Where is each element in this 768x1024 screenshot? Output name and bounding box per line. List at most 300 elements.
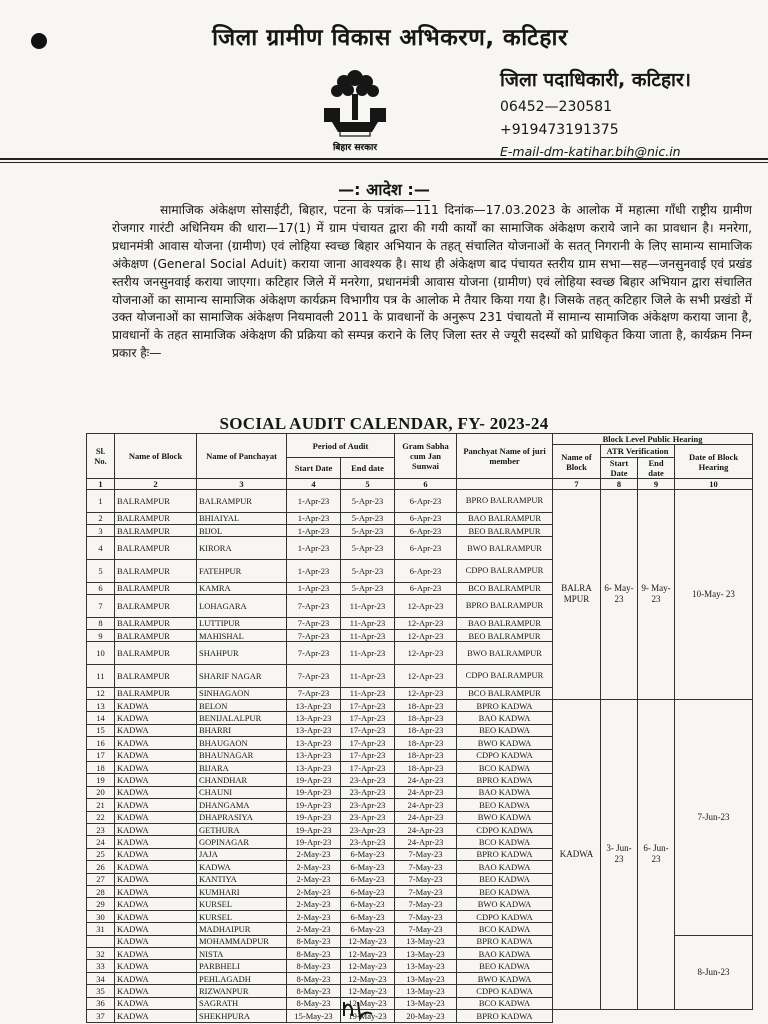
cell-block: KADWA xyxy=(115,724,197,736)
cell-sl: 4 xyxy=(87,537,115,560)
cell-jury-member: BAO KADWA xyxy=(457,712,553,724)
cell-panchayat: MOHAMMADPUR xyxy=(197,935,287,947)
cell-end-date: 23-Apr-23 xyxy=(341,811,395,823)
cell-block: BALRAMPUR xyxy=(115,490,197,513)
group-atr-end-balrampur: 9- May- 23 xyxy=(638,490,675,700)
cell-sl: 29 xyxy=(87,898,115,910)
cell-start-date: 7-Apr-23 xyxy=(287,664,341,687)
cell-sl: 16 xyxy=(87,737,115,749)
cell-end-date: 17-Apr-23 xyxy=(341,699,395,711)
cell-block: BALRAMPUR xyxy=(115,524,197,536)
cell-end-date: 17-Apr-23 xyxy=(341,761,395,773)
cell-end-date: 5-Apr-23 xyxy=(341,559,395,582)
cell-start-date: 8-May-23 xyxy=(287,972,341,984)
cell-jury-member: BCO KADWA xyxy=(457,923,553,935)
cell-jury-member: BWO KADWA xyxy=(457,898,553,910)
cell-block: KADWA xyxy=(115,886,197,898)
cell-start-date: 7-Apr-23 xyxy=(287,594,341,617)
cell-panchayat: BIJARA xyxy=(197,761,287,773)
cell-end-date: 17-Apr-23 xyxy=(341,749,395,761)
order-paragraph: सामाजिक अंकेक्षण सोसाईटी, बिहार, पटना के पत्रांक—111 दिनांक—17.03.2023 के आलोक में महात्मा गाँधी राष्ट्रीय ग्रामीण रोजगार गारंटी अधिनियम की धारा—17(1) में ग्राम पंचायत द्वारा की गयी कार्यों का सामाजिक अंकेक्षण कराये जाने का प्रावधान है। मनरेगा, प्रधानमंत्री आवास योजना (ग्रामीण) एवं लोहिया स्वच्छ बिहार अभियान के तहत् संचालित योजनाओं के सतत् निगरानी के लिए सामान्य सामाजिक अंकेक्षण (General Social Aduit) कराया जाना आवश्यक है। साथ ही अंकेक्षण बाद पंचायत स्तरीय ग्राम सभा—सह—जनसुनवाई एवं प्रखंड स्तरीय जनसुनवाई कराया जाएगा। कटिहार जिले में मनरेगा, प्रधानमंत्री आवास योजना (ग्रामीण) एवं लोहिया स्वच्छ बिहार अभियान द्वारा संचालित योजनाओं का सामान्य सामाजिक अंकेक्षण कार्यक्रम विभागीय पत्र के आलोक मे तैयार किया गया है। जिसके तहत् कटिहार जिले के सभी प्रखंडो में उक्त योजनाओं का सामाजिक अंकेक्षण नियमावली 2011 के प्रावधानों के अनुरूप 231 पंचायतो में सामान्य सामाजिक अंकेक्षण कराया जाना है, प्रावधानों के तहत सामाजिक अंकेक्षण की प्रक्रिया को सम्पन्न कराने के लिए जिला स्तर से ज्यूरी सदस्यों को प्राधिकृत किया जाता है, कार्यक्रम निम्न प्रकार हैः— xyxy=(112,203,752,361)
header-block: Name of Block xyxy=(115,434,197,479)
cell-sl: 12 xyxy=(87,687,115,699)
cell-end-date: 17-Apr-23 xyxy=(341,712,395,724)
cell-start-date: 1-Apr-23 xyxy=(287,512,341,524)
cell-sl: 2 xyxy=(87,512,115,524)
cell-gram-sabha-date: 18-Apr-23 xyxy=(395,724,457,736)
cell-sl: 19 xyxy=(87,774,115,786)
cell-gram-sabha-date: 13-May-23 xyxy=(395,948,457,960)
cell-sl: 36 xyxy=(87,997,115,1009)
cell-panchayat: SHARIF NAGAR xyxy=(197,664,287,687)
cell-panchayat: CHAUNI xyxy=(197,786,287,798)
cell-sl: 30 xyxy=(87,910,115,922)
cell-block: KADWA xyxy=(115,774,197,786)
email-address: E-mail-dm-katihar.bih@nic.in xyxy=(500,144,681,159)
cell-gram-sabha-date: 6-Apr-23 xyxy=(395,537,457,560)
cell-sl: 5 xyxy=(87,559,115,582)
phone-landline: 06452—230581 xyxy=(500,99,612,115)
cell-end-date: 6-May-23 xyxy=(341,848,395,860)
calendar-title: SOCIAL AUDIT CALENDAR, FY- 2023-24 xyxy=(219,414,549,433)
cell-gram-sabha-date: 12-Apr-23 xyxy=(395,664,457,687)
cell-jury-member: BCO KADWA xyxy=(457,836,553,848)
cell-jury-member: BPRO BALRAMPUR xyxy=(457,490,553,513)
header-start: Start Date xyxy=(287,458,341,479)
cell-end-date: 6-May-23 xyxy=(341,910,395,922)
cell-block: KADWA xyxy=(115,972,197,984)
cell-gram-sabha-date: 24-Apr-23 xyxy=(395,823,457,835)
cell-gram-sabha-date: 18-Apr-23 xyxy=(395,737,457,749)
cell-gram-sabha-date: 12-Apr-23 xyxy=(395,687,457,699)
cell-start-date: 8-May-23 xyxy=(287,997,341,1009)
cell-panchayat: JAJA xyxy=(197,848,287,860)
cell-start-date: 2-May-23 xyxy=(287,886,341,898)
header-rule xyxy=(0,158,768,160)
cell-gram-sabha-date: 13-May-23 xyxy=(395,960,457,972)
cell-block: BALRAMPUR xyxy=(115,642,197,665)
cell-jury-member: BAO BALRAMPUR xyxy=(457,512,553,524)
header-period: Period of Audit xyxy=(287,434,395,458)
cell-block: KADWA xyxy=(115,749,197,761)
cell-panchayat: KADWA xyxy=(197,861,287,873)
cell-end-date: 12-May-23 xyxy=(341,935,395,947)
cell-jury-member: BWO BALRAMPUR xyxy=(457,642,553,665)
cell-sl: 33 xyxy=(87,960,115,972)
cell-panchayat: BIJOL xyxy=(197,524,287,536)
cell-end-date: 23-Apr-23 xyxy=(341,836,395,848)
cell-panchayat: BHARRI xyxy=(197,724,287,736)
cell-start-date: 7-Apr-23 xyxy=(287,642,341,665)
cell-jury-member: BCO BALRAMPUR xyxy=(457,582,553,594)
cell-gram-sabha-date: 24-Apr-23 xyxy=(395,836,457,848)
cell-sl: 9 xyxy=(87,629,115,641)
cell-gram-sabha-date: 7-May-23 xyxy=(395,910,457,922)
cell-start-date: 13-Apr-23 xyxy=(287,737,341,749)
cell-start-date: 13-Apr-23 xyxy=(287,712,341,724)
group-block-balrampur: BALRA MPUR xyxy=(553,490,601,700)
group-hearing-balrampur: 10-May- 23 xyxy=(675,490,753,700)
cell-jury-member: BPRO KADWA xyxy=(457,1010,553,1023)
cell-start-date: 8-May-23 xyxy=(287,948,341,960)
table-row xyxy=(87,699,753,711)
cell-panchayat: DHANGAMA xyxy=(197,799,287,811)
cell-panchayat: KANTIYA xyxy=(197,873,287,885)
cell-sl: 21 xyxy=(87,799,115,811)
cell-block: KADWA xyxy=(115,811,197,823)
cell-start-date: 13-Apr-23 xyxy=(287,749,341,761)
cell-sl: 32 xyxy=(87,948,115,960)
cell-block: BALRAMPUR xyxy=(115,512,197,524)
cell-panchayat: PEHLAGADH xyxy=(197,972,287,984)
cell-jury-member: BEO BALRAMPUR xyxy=(457,629,553,641)
cell-panchayat: CHANDHAR xyxy=(197,774,287,786)
column-number-row: 1 2 3 4 5 6 7 8 9 10 xyxy=(87,479,753,490)
cell-sl: 35 xyxy=(87,985,115,997)
cell-jury-member: BCO KADWA xyxy=(457,761,553,773)
cell-end-date: 6-May-23 xyxy=(341,873,395,885)
cell-sl: 22 xyxy=(87,811,115,823)
cell-gram-sabha-date: 6-Apr-23 xyxy=(395,559,457,582)
cell-start-date: 13-Apr-23 xyxy=(287,724,341,736)
cell-panchayat: LOHAGARA xyxy=(197,594,287,617)
cell-panchayat: GOPINAGAR xyxy=(197,836,287,848)
cell-jury-member: BAO KADWA xyxy=(457,861,553,873)
cell-gram-sabha-date: 18-Apr-23 xyxy=(395,712,457,724)
cell-panchayat: BHIAIYAL xyxy=(197,512,287,524)
cell-gram-sabha-date: 7-May-23 xyxy=(395,861,457,873)
cell-sl: 34 xyxy=(87,972,115,984)
cell-gram-sabha-date: 18-Apr-23 xyxy=(395,749,457,761)
phone-mobile: +919473191375 xyxy=(500,122,619,138)
cell-start-date: 8-May-23 xyxy=(287,985,341,997)
cell-block: KADWA xyxy=(115,699,197,711)
cell-start-date: 19-Apr-23 xyxy=(287,823,341,835)
cell-block: BALRAMPUR xyxy=(115,664,197,687)
group-hearing-kadwa-2: 8-Jun-23 xyxy=(675,935,753,1009)
cell-jury-member: CDPO BALRAMPUR xyxy=(457,664,553,687)
cell-start-date: 19-Apr-23 xyxy=(287,774,341,786)
cell-start-date: 19-Apr-23 xyxy=(287,811,341,823)
cell-jury-member: BPRO KADWA xyxy=(457,935,553,947)
cell-jury-member: BEO KADWA xyxy=(457,886,553,898)
cell-jury-member: BEO KADWA xyxy=(457,799,553,811)
cell-jury-member: BPRO KADWA xyxy=(457,774,553,786)
cell-start-date: 13-Apr-23 xyxy=(287,761,341,773)
cell-end-date: 11-Apr-23 xyxy=(341,664,395,687)
cell-end-date: 11-Apr-23 xyxy=(341,629,395,641)
table-row xyxy=(87,1010,753,1023)
cell-sl: 13 xyxy=(87,699,115,711)
cell-gram-sabha-date: 6-Apr-23 xyxy=(395,582,457,594)
cell-block: BALRAMPUR xyxy=(115,629,197,641)
cell-block: KADWA xyxy=(115,960,197,972)
cell-end-date: 5-Apr-23 xyxy=(341,582,395,594)
cell-jury-member: CDPO KADWA xyxy=(457,823,553,835)
cell-end-date: 11-Apr-23 xyxy=(341,687,395,699)
office-name: जिला पदाधिकारी, कटिहार। xyxy=(500,69,691,91)
cell-end-date: 23-Apr-23 xyxy=(341,823,395,835)
cell-end-date: 19-May-23 xyxy=(341,1010,395,1023)
cell-end-date: 12-May-23 xyxy=(341,948,395,960)
cell-panchayat: KUMHARI xyxy=(197,886,287,898)
cell-block: BALRAMPUR xyxy=(115,687,197,699)
cell-gram-sabha-date: 6-Apr-23 xyxy=(395,512,457,524)
cell-end-date: 5-Apr-23 xyxy=(341,537,395,560)
cell-block: KADWA xyxy=(115,737,197,749)
header-block-hearing: Block Level Public Hearing xyxy=(553,434,753,445)
cell-panchayat: LUTTIPUR xyxy=(197,617,287,629)
cell-gram-sabha-date: 12-Apr-23 xyxy=(395,594,457,617)
cell-jury-member: BEO BALRAMPUR xyxy=(457,524,553,536)
cell-jury-member: BEO KADWA xyxy=(457,960,553,972)
office-title: जिला ग्रामीण विकास अभिकरण, कटिहार xyxy=(212,25,568,51)
cell-sl: 17 xyxy=(87,749,115,761)
cell-block: BALRAMPUR xyxy=(115,559,197,582)
cell-sl: 14 xyxy=(87,712,115,724)
cell-panchayat: BALRAMPUR xyxy=(197,490,287,513)
cell-end-date: 12-May-23 xyxy=(341,972,395,984)
cell-panchayat: NISTA xyxy=(197,948,287,960)
contact-block xyxy=(500,66,691,159)
cell-block: BALRAMPUR xyxy=(115,582,197,594)
cell-block: KADWA xyxy=(115,935,197,947)
cell-sl: 1 xyxy=(87,490,115,513)
punch-hole-mark xyxy=(31,33,47,49)
cell-panchayat: DHAPRASIYA xyxy=(197,811,287,823)
cell-jury-member: BCO BALRAMPUR xyxy=(457,687,553,699)
cell-sl: 3 xyxy=(87,524,115,536)
cell-sl: 7 xyxy=(87,594,115,617)
cell-block: KADWA xyxy=(115,1010,197,1023)
cell-start-date: 1-Apr-23 xyxy=(287,582,341,594)
cell-block: KADWA xyxy=(115,910,197,922)
group-atr-start-balrampur: 6- May- 23 xyxy=(601,490,638,700)
cell-jury-member: BCO KADWA xyxy=(457,997,553,1009)
emblem-caption: बिहार सरकार xyxy=(332,143,378,153)
cell-start-date: 19-Apr-23 xyxy=(287,799,341,811)
header-gram-sabha: Gram Sabha cum Jan Sunwai xyxy=(395,434,457,479)
cell-jury-member: BAO KADWA xyxy=(457,948,553,960)
cell-end-date: 6-May-23 xyxy=(341,861,395,873)
cell-block: KADWA xyxy=(115,823,197,835)
cell-gram-sabha-date: 12-Apr-23 xyxy=(395,629,457,641)
cell-panchayat: SINHAGAON xyxy=(197,687,287,699)
header-hearing-date: Date of Block Hearing xyxy=(675,445,753,479)
cell-gram-sabha-date: 12-Apr-23 xyxy=(395,642,457,665)
cell-sl xyxy=(87,935,115,947)
cell-block: KADWA xyxy=(115,799,197,811)
cell-gram-sabha-date: 13-May-23 xyxy=(395,997,457,1009)
table-row xyxy=(87,490,753,513)
cell-end-date: 23-Apr-23 xyxy=(341,786,395,798)
order-heading: —: आदेश :— xyxy=(338,180,430,199)
cell-gram-sabha-date: 13-May-23 xyxy=(395,985,457,997)
cell-end-date: 11-Apr-23 xyxy=(341,642,395,665)
cell-end-date: 23-Apr-23 xyxy=(341,799,395,811)
cell-block: KADWA xyxy=(115,861,197,873)
cell-panchayat: MAHISHAL xyxy=(197,629,287,641)
cell-start-date: 1-Apr-23 xyxy=(287,559,341,582)
cell-sl: 10 xyxy=(87,642,115,665)
header-sl: Sl. No. xyxy=(87,434,115,479)
cell-sl: 24 xyxy=(87,836,115,848)
cell-sl: 15 xyxy=(87,724,115,736)
cell-gram-sabha-date: 7-May-23 xyxy=(395,898,457,910)
cell-start-date: 2-May-23 xyxy=(287,923,341,935)
signature-scribble xyxy=(338,996,378,1022)
header-jury: Panchyat Name of juri member xyxy=(457,434,553,479)
cell-block: BALRAMPUR xyxy=(115,537,197,560)
cell-gram-sabha-date: 18-Apr-23 xyxy=(395,699,457,711)
cell-end-date: 5-Apr-23 xyxy=(341,490,395,513)
header-atr: ATR Verification xyxy=(601,445,675,458)
cell-start-date: 19-Apr-23 xyxy=(287,786,341,798)
cell-start-date: 2-May-23 xyxy=(287,861,341,873)
cell-sl: 28 xyxy=(87,886,115,898)
cell-jury-member: BPRO BALRAMPUR xyxy=(457,594,553,617)
cell-start-date: 7-Apr-23 xyxy=(287,617,341,629)
cell-gram-sabha-date: 24-Apr-23 xyxy=(395,774,457,786)
cell-end-date: 6-May-23 xyxy=(341,886,395,898)
cell-start-date: 2-May-23 xyxy=(287,848,341,860)
header-atr-end: End date xyxy=(638,458,675,479)
cell-end-date: 6-May-23 xyxy=(341,923,395,935)
cell-sl: 31 xyxy=(87,923,115,935)
group-atr-start-kadwa: 3- Jun- 23 xyxy=(601,699,638,1009)
cell-gram-sabha-date: 20-May-23 xyxy=(395,1010,457,1023)
cell-panchayat: SHAHPUR xyxy=(197,642,287,665)
header-end: End date xyxy=(341,458,395,479)
cell-gram-sabha-date: 7-May-23 xyxy=(395,848,457,860)
cell-block: KADWA xyxy=(115,761,197,773)
cell-block: KADWA xyxy=(115,848,197,860)
cell-block: KADWA xyxy=(115,898,197,910)
cell-end-date: 23-Apr-23 xyxy=(341,774,395,786)
cell-start-date: 13-Apr-23 xyxy=(287,699,341,711)
cell-panchayat: FATEHPUR xyxy=(197,559,287,582)
cell-start-date: 1-Apr-23 xyxy=(287,524,341,536)
cell-jury-member: BWO KADWA xyxy=(457,811,553,823)
cell-block: KADWA xyxy=(115,997,197,1009)
bihar-emblem-logo xyxy=(318,64,392,156)
cell-jury-member: BEO KADWA xyxy=(457,873,553,885)
cell-panchayat: KAMRA xyxy=(197,582,287,594)
cell-gram-sabha-date: 7-May-23 xyxy=(395,923,457,935)
cell-sl: 11 xyxy=(87,664,115,687)
cell-start-date: 7-Apr-23 xyxy=(287,687,341,699)
cell-block: KADWA xyxy=(115,786,197,798)
cell-sl: 20 xyxy=(87,786,115,798)
cell-jury-member: BWO KADWA xyxy=(457,737,553,749)
cell-panchayat: BHAUGAON xyxy=(197,737,287,749)
cell-panchayat: RIZWANPUR xyxy=(197,985,287,997)
cell-end-date: 11-Apr-23 xyxy=(341,617,395,629)
header-atr-start: Start Date xyxy=(601,458,638,479)
cell-gram-sabha-date: 13-May-23 xyxy=(395,972,457,984)
cell-panchayat: KIRORA xyxy=(197,537,287,560)
cell-block: KADWA xyxy=(115,873,197,885)
cell-gram-sabha-date: 12-Apr-23 xyxy=(395,617,457,629)
cell-panchayat: GETHURA xyxy=(197,823,287,835)
cell-jury-member: BAO KADWA xyxy=(457,786,553,798)
header-panchayat: Name of Panchayat xyxy=(197,434,287,479)
cell-start-date: 8-May-23 xyxy=(287,960,341,972)
cell-block: KADWA xyxy=(115,948,197,960)
cell-sl: 37 xyxy=(87,1010,115,1023)
cell-jury-member: CDPO KADWA xyxy=(457,985,553,997)
header-rule-thin xyxy=(0,162,768,163)
group-block-kadwa: KADWA xyxy=(553,699,601,1009)
cell-gram-sabha-date: 24-Apr-23 xyxy=(395,811,457,823)
cell-block: KADWA xyxy=(115,712,197,724)
cell-gram-sabha-date: 6-Apr-23 xyxy=(395,524,457,536)
cell-sl: 26 xyxy=(87,861,115,873)
cell-jury-member: BAO BALRAMPUR xyxy=(457,617,553,629)
cell-start-date: 8-May-23 xyxy=(287,935,341,947)
cell-end-date: 11-Apr-23 xyxy=(341,594,395,617)
cell-start-date: 1-Apr-23 xyxy=(287,490,341,513)
group-hearing-kadwa-1: 7-Jun-23 xyxy=(675,699,753,935)
cell-jury-member: BPRO KADWA xyxy=(457,699,553,711)
cell-jury-member: BWO KADWA xyxy=(457,972,553,984)
cell-sl: 6 xyxy=(87,582,115,594)
cell-panchayat: BENIJALALPUR xyxy=(197,712,287,724)
cell-jury-member: CDPO KADWA xyxy=(457,749,553,761)
cell-end-date: 5-Apr-23 xyxy=(341,512,395,524)
cell-block: KADWA xyxy=(115,985,197,997)
cell-start-date: 1-Apr-23 xyxy=(287,537,341,560)
cell-gram-sabha-date: 6-Apr-23 xyxy=(395,490,457,513)
cell-gram-sabha-date: 13-May-23 xyxy=(395,935,457,947)
cell-panchayat: KURSEL xyxy=(197,910,287,922)
cell-block: KADWA xyxy=(115,836,197,848)
cell-block: BALRAMPUR xyxy=(115,594,197,617)
cell-panchayat: PARBHELI xyxy=(197,960,287,972)
cell-sl: 8 xyxy=(87,617,115,629)
header-name-of-block: Name of Block xyxy=(553,445,601,479)
cell-panchayat: SHEKHPURA xyxy=(197,1010,287,1023)
cell-end-date: 6-May-23 xyxy=(341,898,395,910)
cell-jury-member: CDPO KADWA xyxy=(457,910,553,922)
cell-end-date: 12-May-23 xyxy=(341,960,395,972)
cell-sl: 25 xyxy=(87,848,115,860)
cell-sl: 23 xyxy=(87,823,115,835)
cell-jury-member: BEO KADWA xyxy=(457,724,553,736)
cell-panchayat: BHAUNAGAR xyxy=(197,749,287,761)
cell-block: KADWA xyxy=(115,923,197,935)
cell-sl: 18 xyxy=(87,761,115,773)
cell-gram-sabha-date: 7-May-23 xyxy=(395,886,457,898)
cell-start-date: 15-May-23 xyxy=(287,1010,341,1023)
cell-start-date: 2-May-23 xyxy=(287,898,341,910)
social-audit-table xyxy=(86,433,753,1023)
cell-start-date: 7-Apr-23 xyxy=(287,629,341,641)
cell-end-date: 17-Apr-23 xyxy=(341,737,395,749)
cell-panchayat: KURSEL xyxy=(197,898,287,910)
cell-end-date: 5-Apr-23 xyxy=(341,524,395,536)
cell-gram-sabha-date: 7-May-23 xyxy=(395,873,457,885)
group-atr-end-kadwa: 6- Jun- 23 xyxy=(638,699,675,1009)
cell-start-date: 2-May-23 xyxy=(287,873,341,885)
cell-gram-sabha-date: 24-Apr-23 xyxy=(395,786,457,798)
cell-gram-sabha-date: 18-Apr-23 xyxy=(395,761,457,773)
cell-end-date: 12-May-23 xyxy=(341,997,395,1009)
cell-gram-sabha-date: 24-Apr-23 xyxy=(395,799,457,811)
cell-block: BALRAMPUR xyxy=(115,617,197,629)
cell-end-date: 17-Apr-23 xyxy=(341,724,395,736)
cell-sl: 27 xyxy=(87,873,115,885)
